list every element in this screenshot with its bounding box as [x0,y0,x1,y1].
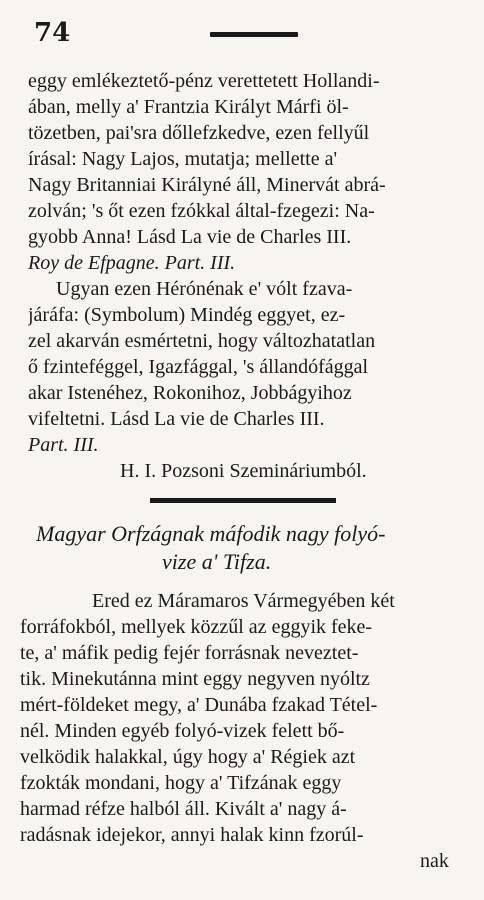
text-line: írásal: Nagy Lajos, mutatja; mellette a' [28,148,338,170]
text-line: nak [420,850,449,872]
text-line: ő fzinteféggel, Igazfággal, 's állandófággal [28,356,369,378]
text-line: nél. Minden egyéb folyó-vizek felett bő- [20,720,345,742]
text-line: akar Istenéhez, Rokonihoz, Jobbágyihoz [28,382,352,404]
text-line: fzokták mondani, hogy a' Tifzának eggy [20,772,342,794]
text-line: tik. Minekutánna mint eggy negyven nyóltz [20,668,370,690]
section-separator [150,498,336,503]
header-rule [210,32,298,37]
text-line: járáfa: (Symbolum) Mindég eggyet, ez- [28,304,346,326]
text-line: te, a' máfik pedig fejér forrásnak neveztet- [20,642,359,664]
text-line: vifeltetni. Lásd La vie de Charles III. [28,408,325,430]
article-title-cont: vize a' Tifza. [162,549,272,574]
text-line: tözetben, pai'sra dőllefzkedve, ezen fellyűl [28,122,370,144]
text-line: harmad réfze halból áll. Kivált a' nagy á- [20,798,347,820]
text-line: mért-földeket megy, a' Dunába fzakad Tétel- [20,694,378,716]
text-line: gyobb Anna! Lásd La vie de Charles III. [28,226,352,248]
text-line: Part. III. [28,434,99,456]
text-line: forráfokból, mellyek közzűl az eggyik feke- [20,616,373,638]
text-line: radásnak idejekor, annyi halak kinn fzorúl- [20,824,364,846]
text-line: eggy emlékeztető-pénz verettetett Hollandi- [28,70,380,92]
text-line: Ered ez Máramaros Vármegyében két [92,590,395,612]
signature: H. I. Pozsoni Szemináriumból. [120,460,367,482]
text-line: Ugyan ezen Hérónénak e' vólt fzava- [56,278,353,300]
text-line: velködik halakkal, úgy hogy a' Régiek azt [20,746,356,768]
text-line: Roy de Efpagne. Part. III. [28,252,236,274]
text-line: zolván; 's őt ezen fzókkal által-fzegezi: Na- [28,200,375,222]
text-line: ában, melly a' Frantzia Királyt Márfi öl- [28,96,349,118]
article-title: Magyar Orfzágnak máfodik nagy folyó- [36,521,386,546]
text-line: Nagy Britanniai Királyné áll, Minervát abrá- [28,174,386,196]
page-number: 74 [34,18,71,48]
text-line: zel akarván esmértetni, hogy változhatatlan [28,330,376,352]
